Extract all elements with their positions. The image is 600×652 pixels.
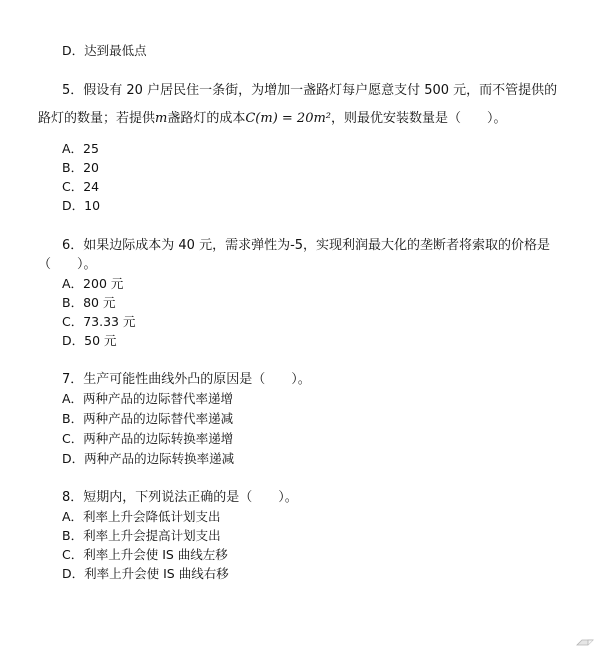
- prev-option-d: D．达到最低点: [62, 43, 147, 58]
- q7-option-a: A．两种产品的边际替代率递增: [62, 391, 234, 406]
- q7-option-b: B．两种产品的边际替代率递减: [62, 411, 234, 426]
- q5-stem-text-b: 盏路灯的成本: [167, 111, 246, 126]
- q5-option-b: B．20: [62, 160, 99, 175]
- q8-option-a: A．利率上升会降低计划支出: [62, 509, 221, 524]
- q5-stem-text-c: ，则最优安装数量是（ ）。: [331, 111, 507, 126]
- q6-option-c: C．73.33 元: [62, 314, 136, 329]
- q6-option-a: A．200 元: [62, 276, 124, 291]
- q6-stem-line1: 6．如果边际成本为 40 元，需求弹性为-5，实现利润最大化的垄断者将索取的价格是: [62, 238, 551, 253]
- q5-stem-line2: [38, 110, 507, 128]
- q6-stem-line2: （ ）。: [38, 257, 97, 272]
- q8-stem: 8．短期内，下列说法正确的是（ ）。: [62, 490, 298, 505]
- page-curl-icon: [576, 634, 594, 646]
- q8-option-b: B．利率上升会提高计划支出: [62, 528, 221, 543]
- q7-stem: 7．生产可能性曲线外凸的原因是（ ）。: [62, 372, 311, 387]
- q5-var-m: m: [155, 111, 168, 126]
- q8-option-c: C．利率上升会使 IS 曲线左移: [62, 547, 228, 562]
- q5-stem-line1: 5．假设有 20 户居民住一条街，为增加一盏路灯每户愿意支付 500 元，而不管提供的: [62, 83, 558, 98]
- q5-formula: C(m) = 20m²: [245, 111, 332, 126]
- q6-option-b: B．80 元: [62, 295, 116, 310]
- q5-stem-text-a: 路灯的数量；若提供: [38, 111, 156, 126]
- q8-option-d: D．利率上升会使 IS 曲线右移: [62, 566, 229, 581]
- q5-option-c: C．24: [62, 179, 100, 194]
- q7-option-c: C．两种产品的边际转换率递增: [62, 431, 234, 446]
- q6-option-d: D．50 元: [62, 333, 117, 348]
- q5-option-a: A．25: [62, 141, 99, 156]
- q5-option-d: D．10: [62, 198, 101, 213]
- q7-option-d: D．两种产品的边际转换率递减: [62, 451, 235, 466]
